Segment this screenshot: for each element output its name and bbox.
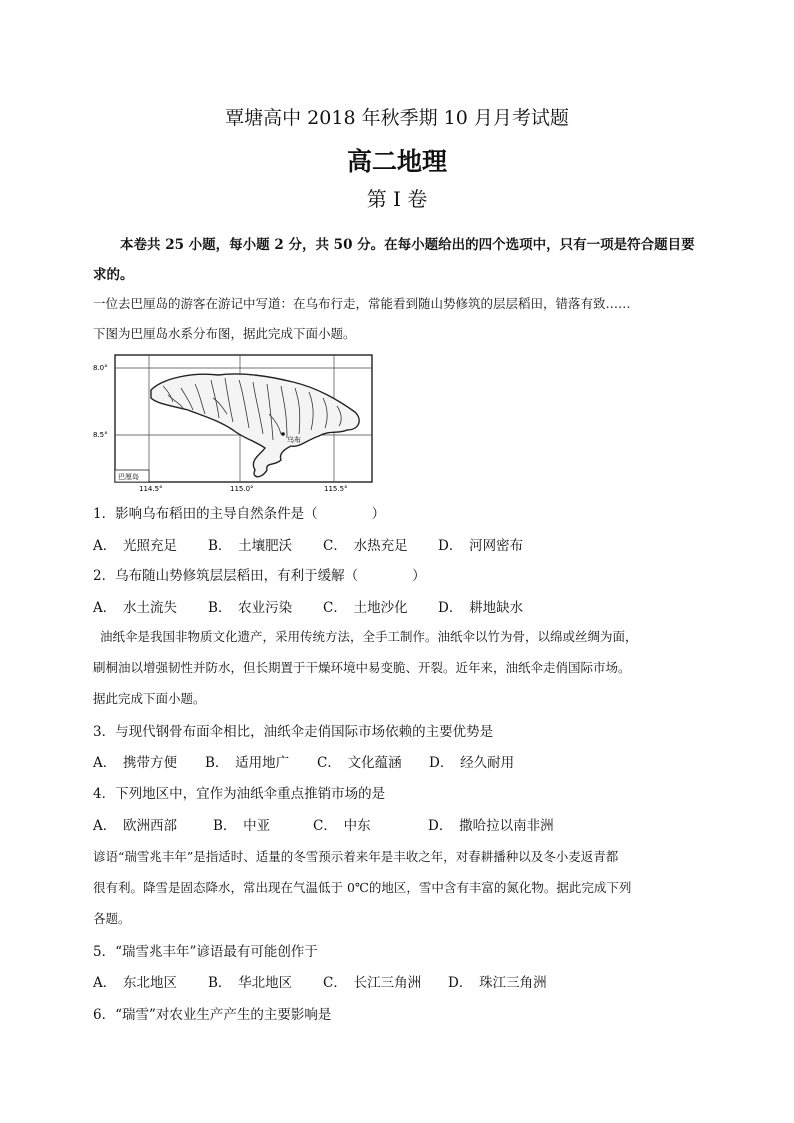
question-1-option-d[interactable]: D． 河网密布 xyxy=(438,538,524,554)
bali-water-system-map xyxy=(93,350,383,492)
question-2-option-c[interactable]: C． 土地沙化 xyxy=(323,600,408,616)
lat-label-8-0: 8.0° xyxy=(93,364,108,372)
lon-label-115-0: 115.0° xyxy=(230,485,254,492)
instructions-line-1: 本卷共 25 小题，每小题 2 分，共 50 分。在每小题给出的四个选项中，只有一项是符合题目要 xyxy=(120,237,695,253)
island-label: 巴厘岛 xyxy=(118,473,139,481)
question-1-stem: 1．影响乌布稻田的主导自然条件是（ ） xyxy=(93,506,386,522)
question-5-option-c[interactable]: C． 长江三角洲 xyxy=(323,975,422,991)
question-4-option-d[interactable]: D． 撒哈拉以南非洲 xyxy=(428,818,554,834)
subject-title: 高二地理 xyxy=(346,147,447,176)
passage3-line-1: 谚语“瑞雪兆丰年”是指适时、适量的冬雪预示着来年是丰收之年，对春耕播种以及冬小麦返青都 xyxy=(93,849,619,864)
exam-title: 覃塘高中 2018 年秋季期 10 月月考试题 xyxy=(225,107,569,129)
question-4-option-b[interactable]: B． 中亚 xyxy=(213,818,271,834)
question-4-option-a[interactable]: A． 欧洲西部 xyxy=(93,818,177,834)
question-1-option-a[interactable]: A． 光照充足 xyxy=(93,538,177,554)
question-1-options xyxy=(93,534,523,554)
question-3-option-d[interactable]: D． 经久耐用 xyxy=(429,755,515,771)
question-2-option-b[interactable]: B． 农业污染 xyxy=(208,600,293,616)
ubud-marker xyxy=(281,432,285,436)
passage1-line-2: 下图为巴厘岛水系分布图，据此完成下面小题。 xyxy=(93,326,356,341)
question-3-option-c[interactable]: C． 文化蕴涵 xyxy=(317,755,402,771)
lon-label-115-5: 115.5° xyxy=(324,485,348,492)
volume-title: 第 I 卷 xyxy=(366,187,428,211)
lon-label-114-5: 114.5° xyxy=(139,485,163,492)
question-3-option-b[interactable]: B． 适用地广 xyxy=(205,755,290,771)
question-2-options xyxy=(93,596,523,616)
passage2-line-2: 刷桐油以增强韧性并防水，但长期置于干燥环境中易变脆、开裂。近年来，油纸伞走俏国际市场。 xyxy=(93,660,631,675)
question-3-stem: 3．与现代钢骨布面伞相比，油纸伞走俏国际市场依赖的主要优势是 xyxy=(93,724,494,740)
passage2-line-3: 据此完成下面小题。 xyxy=(93,691,206,706)
question-1-option-c[interactable]: C． 水热充足 xyxy=(323,538,408,554)
lat-label-8-5: 8.5° xyxy=(93,431,108,439)
passage1-line-1: 一位去巴厘岛的游客在游记中写道：在乌布行走，常能看到随山势修筑的层层稻田，错落有致…… xyxy=(93,296,631,311)
passage3-line-2: 很有利。降雪是固态降水，常出现在气温低于 0℃的地区，雪中含有丰富的氮化物。据此完成下列 xyxy=(93,880,632,895)
question-1-option-b[interactable]: B． 土壤肥沃 xyxy=(208,538,293,554)
question-6-stem: 6．“瑞雪”对农业生产产生的主要影响是 xyxy=(93,1007,332,1023)
question-5-option-d[interactable]: D． 珠江三角洲 xyxy=(448,975,547,991)
question-5-option-b[interactable]: B． 华北地区 xyxy=(208,975,293,991)
instructions-line-2: 求的。 xyxy=(93,267,134,283)
question-5-options xyxy=(93,971,547,991)
question-5-stem: 5．“瑞雪兆丰年”谚语最有可能创作于 xyxy=(93,944,318,960)
question-4-option-c[interactable]: C． 中东 xyxy=(313,818,371,834)
passage3-line-3: 各题。 xyxy=(93,911,131,926)
question-3-option-a[interactable]: A． 携带方便 xyxy=(93,755,177,771)
question-4-options xyxy=(93,814,554,834)
passage2-line-1: 油纸伞是我国非物质文化遗产，采用传统方法，全手工制作。油纸伞以竹为骨，以绵或丝绸为面， xyxy=(100,629,638,644)
question-5-option-a[interactable]: A． 东北地区 xyxy=(93,975,177,991)
question-3-options xyxy=(93,751,514,771)
ubud-label: 乌布 xyxy=(287,436,301,444)
question-2-option-a[interactable]: A． 水土流失 xyxy=(93,600,177,616)
question-4-stem: 4．下列地区中，宜作为油纸伞重点推销市场的是 xyxy=(93,786,386,802)
question-2-option-d[interactable]: D． 耕地缺水 xyxy=(438,600,524,616)
question-2-stem: 2．乌布随山势修筑层层稻田，有利于缓解（ ） xyxy=(93,568,426,584)
